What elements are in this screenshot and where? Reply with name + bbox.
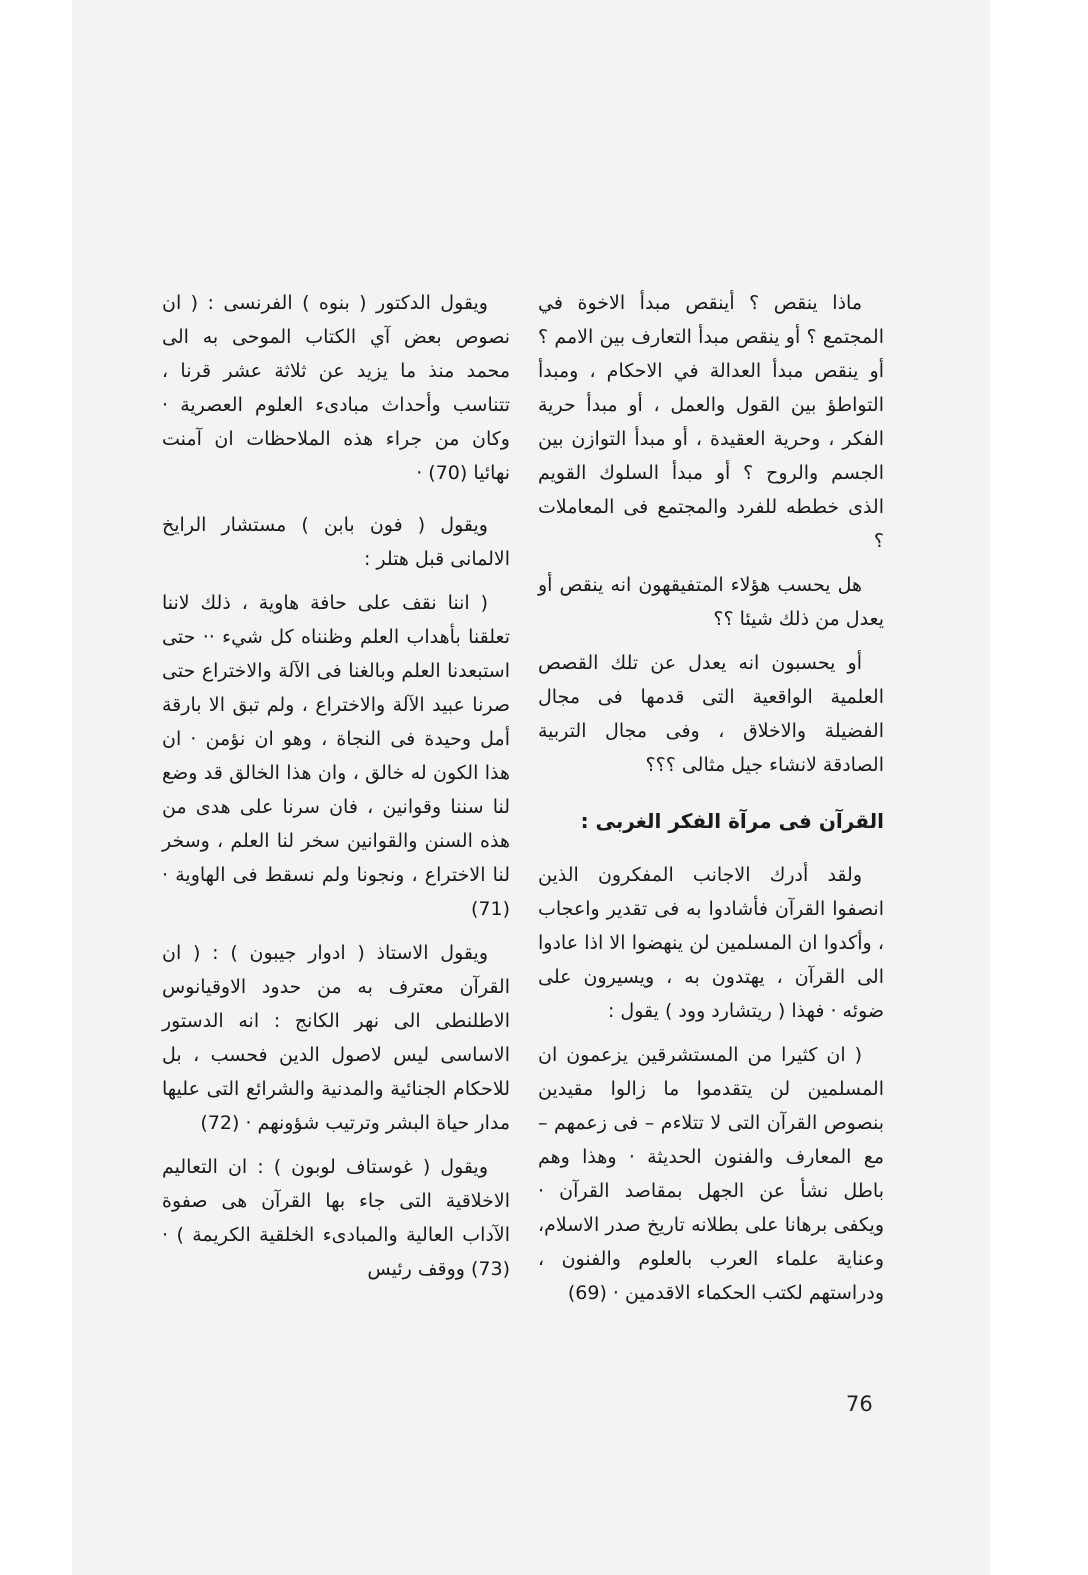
left-paragraph-5: ويقول ( غوستاف لوبون ) : ان التعاليم الاخلاقية التى جاء بها القرآن هى صفوة الآداب العالية والمبادىء الخلقية الكريمة ) · (73) ووقف رئيس — [162, 1156, 510, 1280]
right-paragraph-1: ماذا ينقص ؟ أينقص مبدأ الاخوة في المجتمع ؟ أو ينقص مبدأ التعارف بين الامم ؟ أو ينقص مبدأ العدالة في الاحكام ، ومبدأ التواطؤ بين القول والعمل ، أو مبدأ حرية الفكر ، وحرية العقيدة ، أو مبدأ التوازن بين الجسم والروح ؟ أو مبدأ السلوك القويم الذى خططه للفرد والمجتمع فى المعاملات ؟ — [538, 292, 884, 552]
left-paragraph-2: ويقول ( فون بابن ) مستشار الرايخ الالمانى قبل هتلر : — [162, 514, 510, 570]
right-column — [538, 286, 884, 1310]
page-number: 76 — [846, 1392, 873, 1416]
left-paragraph-3: ( اننا نقف على حافة هاوية ، ذلك لاننا تعلقنا بأهداب العلم وظنناه كل شيء ·· حتى استبعدنا العلم وبالغنا فى الآلة والاختراع حتى صرنا عبيد الآلة والاختراع ، ولم تبق الا بارقة أمل وحيدة فى النجاة ، وهو ان نؤمن · ان هذا الكون له خالق ، وان هذا الخالق قد وضع لنا سننا وقوانين ، فان سرنا على هدى من هذه السنن والقوانين سخر لنا العلم ، وسخر لنا الاختراع ، ونجونا ولم نسقط فى الهاوية · (71) — [162, 592, 510, 920]
left-paragraph-1: ويقول الدكتور ( بنوه ) الفرنسى : ( ان نصوص بعض آي الكتاب الموحى به الى محمد منذ ما يزيد عن ثلاثة عشر قرنا ، تتناسب وأحداث مبادىء العلوم العصرية · وكان من جراء هذه الملاحظات ان آمنت نهائيا (70) · — [162, 292, 510, 484]
right-paragraph-3: أو يحسبون انه يعدل عن تلك القصص العلمية الواقعية التى قدمها فى مجال الفضيلة والاخلاق ، وفى مجال التربية الصادقة لانشاء جيل مثالى ؟؟؟ — [538, 652, 884, 776]
right-paragraph-4: ولقد أدرك الاجانب المفكرون الذين انصفوا القرآن فأشادوا به فى تقدير واعجاب ، وأكدوا ان المسلمين لن ينهضوا الا اذا عادوا الى القرآن ، يهتدون به ، ويسيرون على ضوئه · فهذا ( ريتشارد وود ) يقول : — [538, 864, 884, 1022]
left-column — [162, 286, 510, 1286]
right-paragraph-2: هل يحسب هؤلاء المتفيقهون انه ينقص أو يعدل من ذلك شيئا ؟؟ — [538, 574, 884, 630]
right-paragraph-5: ( ان كثيرا من المستشرقين يزعمون ان المسلمين لن يتقدموا ما زالوا مقيدين بنصوص القرآن التى لا تتلاءم – فى زعمهم – مع المعارف والفنون الحديثة · وهذا وهم باطل نشأ عن الجهل بمقاصد القرآن · ويكفى برهانا على بطلانه تاريخ صدر الاسلام، وعناية علماء العرب بالعلوم والفنون ، ودراستهم لكتب الحكماء الاقدمين · (69) — [538, 1044, 884, 1304]
section-heading: القرآن فى مرآة الفكر الغربى : — [580, 809, 884, 833]
left-paragraph-4: ويقول الاستاذ ( ادوار جيبون ) : ( ان القرآن معترف به من حدود الاوقيانوس الاطلنطى الى نهر الكانج : انه الدستور الاساسى ليس لاصول الدين فحسب ، بل للاحكام الجنائية والمدنية والشرائع التى عليها مدار حياة البشر وترتيب شؤونهم · (72) — [162, 942, 510, 1134]
